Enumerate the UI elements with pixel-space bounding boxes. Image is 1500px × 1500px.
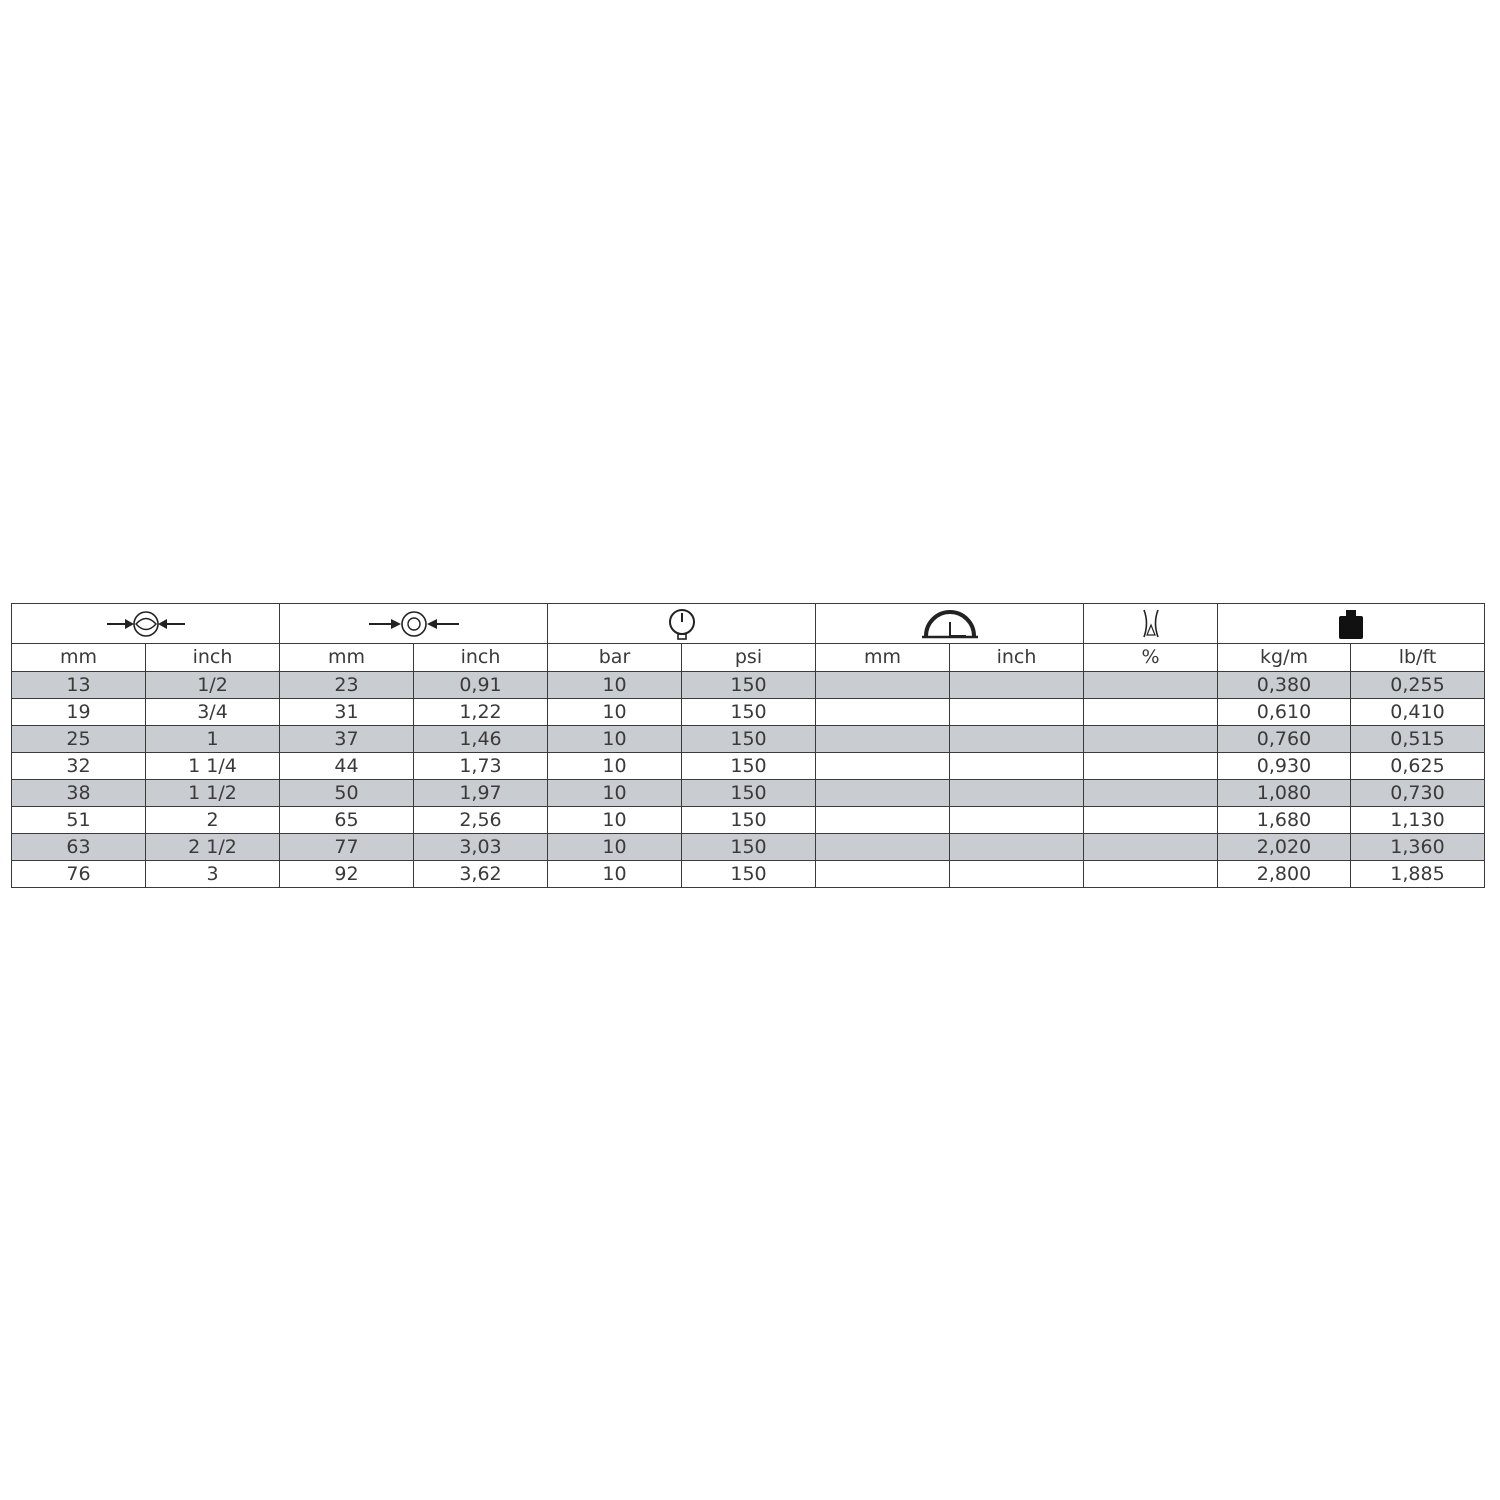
table-row — [12, 834, 1485, 861]
table-cell: 10 — [548, 780, 682, 807]
table-cell: 0,625 — [1351, 753, 1485, 780]
table-cell — [1084, 861, 1218, 888]
table-cell: 2,56 — [414, 807, 548, 834]
table-cell: 76 — [12, 861, 146, 888]
table-cell: 10 — [548, 699, 682, 726]
table-cell: 65 — [280, 807, 414, 834]
table-cell: 31 — [280, 699, 414, 726]
icon-header-row — [12, 604, 1485, 644]
table-cell: 10 — [548, 834, 682, 861]
unit-header: kg/m — [1218, 644, 1351, 672]
table-row — [12, 780, 1485, 807]
table-cell: 150 — [682, 699, 816, 726]
table-row — [12, 726, 1485, 753]
weight-header — [1218, 604, 1485, 644]
table-cell: 150 — [682, 780, 816, 807]
table-cell — [816, 726, 950, 753]
hose-spec-table — [11, 603, 1485, 888]
unit-header: mm — [816, 644, 950, 672]
table-cell — [1084, 672, 1218, 699]
unit-header: inch — [146, 644, 280, 672]
table-cell: 13 — [12, 672, 146, 699]
vacuum-icon — [1138, 607, 1164, 641]
table-cell: 1,97 — [414, 780, 548, 807]
table-cell: 150 — [682, 672, 816, 699]
vacuum-header — [1084, 604, 1218, 644]
table-cell: 92 — [280, 861, 414, 888]
table-cell: 10 — [548, 861, 682, 888]
table-cell: 150 — [682, 861, 816, 888]
table-cell — [950, 699, 1084, 726]
table-cell: 0,760 — [1218, 726, 1351, 753]
table-cell: 77 — [280, 834, 414, 861]
table-cell — [816, 807, 950, 834]
table-cell: 37 — [280, 726, 414, 753]
table-cell: 1,22 — [414, 699, 548, 726]
unit-header: % — [1084, 644, 1218, 672]
table-cell: 1,360 — [1351, 834, 1485, 861]
table-cell: 10 — [548, 672, 682, 699]
table-cell: 0,610 — [1218, 699, 1351, 726]
table-cell — [816, 834, 950, 861]
table-cell — [950, 780, 1084, 807]
units-row — [12, 644, 1485, 672]
table-cell: 10 — [548, 726, 682, 753]
table-cell: 19 — [12, 699, 146, 726]
table-cell: 2,020 — [1218, 834, 1351, 861]
table-cell: 0,380 — [1218, 672, 1351, 699]
table-cell — [1084, 807, 1218, 834]
table-cell: 1,73 — [414, 753, 548, 780]
table-cell — [1084, 780, 1218, 807]
outer-diameter-header — [280, 604, 548, 644]
table-row — [12, 807, 1485, 834]
table-cell: 1 — [146, 726, 280, 753]
table-cell — [950, 672, 1084, 699]
table-cell: 1,680 — [1218, 807, 1351, 834]
table-cell: 2 1/2 — [146, 834, 280, 861]
table-cell: 0,91 — [414, 672, 548, 699]
table-cell: 2,800 — [1218, 861, 1351, 888]
table-cell — [1084, 699, 1218, 726]
unit-header: psi — [682, 644, 816, 672]
table-cell: 0,410 — [1351, 699, 1485, 726]
unit-header: bar — [548, 644, 682, 672]
table-cell: 3,03 — [414, 834, 548, 861]
table-cell: 1,130 — [1351, 807, 1485, 834]
table-cell: 44 — [280, 753, 414, 780]
table-row — [12, 672, 1485, 699]
table-cell: 1/2 — [146, 672, 280, 699]
table-cell: 150 — [682, 726, 816, 753]
table-cell: 63 — [12, 834, 146, 861]
table-cell: 1 1/2 — [146, 780, 280, 807]
table-cell — [816, 861, 950, 888]
table-cell — [816, 672, 950, 699]
table-cell: 3,62 — [414, 861, 548, 888]
unit-header: inch — [950, 644, 1084, 672]
table-cell: 10 — [548, 807, 682, 834]
table-cell: 1 1/4 — [146, 753, 280, 780]
inner-diameter-header — [12, 604, 280, 644]
unit-header: inch — [414, 644, 548, 672]
table-row — [12, 699, 1485, 726]
table-cell: 150 — [682, 753, 816, 780]
table-cell — [816, 780, 950, 807]
table-cell: 3/4 — [146, 699, 280, 726]
bend-radius-icon — [920, 608, 980, 640]
table-cell: 3 — [146, 861, 280, 888]
table-cell: 1,080 — [1218, 780, 1351, 807]
unit-header: lb/ft — [1351, 644, 1485, 672]
table-cell: 0,730 — [1351, 780, 1485, 807]
table-cell: 150 — [682, 834, 816, 861]
table-cell: 0,255 — [1351, 672, 1485, 699]
table-cell — [1084, 834, 1218, 861]
table-cell: 0,930 — [1218, 753, 1351, 780]
table-cell — [950, 834, 1084, 861]
table-cell: 38 — [12, 780, 146, 807]
hose-inner-diameter-icon — [105, 609, 187, 639]
table-cell: 2 — [146, 807, 280, 834]
table-cell: 25 — [12, 726, 146, 753]
table-cell: 10 — [548, 753, 682, 780]
table-cell — [816, 699, 950, 726]
table-cell: 1,885 — [1351, 861, 1485, 888]
table-cell — [950, 753, 1084, 780]
table-row — [12, 861, 1485, 888]
pressure-gauge-icon — [665, 607, 699, 641]
table-cell: 32 — [12, 753, 146, 780]
table-cell — [950, 861, 1084, 888]
table-cell — [1084, 726, 1218, 753]
table-body — [12, 672, 1485, 888]
unit-header: mm — [12, 644, 146, 672]
table-row — [12, 753, 1485, 780]
bend-radius-header — [816, 604, 1084, 644]
table-cell: 23 — [280, 672, 414, 699]
table-cell: 150 — [682, 807, 816, 834]
table-cell: 0,515 — [1351, 726, 1485, 753]
table-cell: 50 — [280, 780, 414, 807]
table-cell: 1,46 — [414, 726, 548, 753]
table-cell — [816, 753, 950, 780]
table-cell — [950, 726, 1084, 753]
table-cell — [1084, 753, 1218, 780]
hose-outer-diameter-icon — [367, 609, 461, 639]
pressure-header — [548, 604, 816, 644]
table-cell: 51 — [12, 807, 146, 834]
table-cell — [950, 807, 1084, 834]
unit-header: mm — [280, 644, 414, 672]
weight-icon — [1336, 608, 1366, 640]
